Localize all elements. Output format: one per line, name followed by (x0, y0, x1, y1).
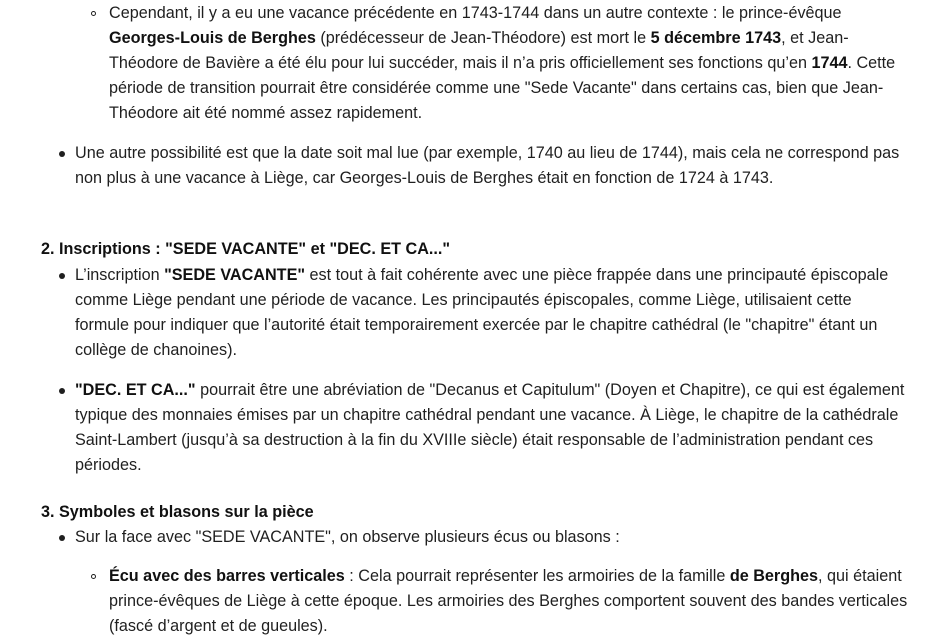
text-run: est tout à fait cohérente avec une pièce frappée dans une principauté épiscopale comme Liège pendant une période de vacance. Les principautés épiscopales, comme Liège, utilisaient cette formule pour indiquer que l’autorité était temporairement exercée par le chapitre cathédral (le "chapitre" étant un collège de chanoines). (75, 266, 889, 359)
text-run: (prédécesseur de Jean-Théodore) est mort le (315, 29, 651, 47)
list-item-text (75, 263, 907, 363)
bold-text: "SEDE VACANTE" (164, 266, 306, 284)
text-run: . Cette période de transition pourrait être considérée comme une "Sede Vacante" dans certains cas, bien que Jean-Théodore ait été nommé assez rapidement. (109, 54, 896, 122)
text-run: pourrait être une abréviation de "Decanus et Capitulum" (Doyen et Chapitre), ce qui est également typique des monnaies émises par un chapitre cathédral pendant une vacance. À Liège, le chapitre de la cathédrale Saint-Lambert (jusqu’à sa destruction à la fin du XVIIIe siècle) était responsable de l’administration pendant ces périodes. (75, 381, 905, 474)
hollow-bullet-icon (91, 574, 96, 579)
bold-text: "DEC. ET CA..." (75, 381, 196, 399)
hollow-bullet-icon (91, 11, 96, 16)
section-heading: 3. Symboles et blasons sur la pièce (41, 503, 314, 521)
bullet-icon (59, 273, 65, 279)
bullet-icon (59, 151, 65, 157)
bold-text: Écu avec des barres verticales (109, 567, 345, 585)
text-run: Cependant, il y a eu une vacance précédente en 1743-1744 dans un autre contexte : le prince-évêque (109, 4, 842, 22)
bold-text: de Berghes (729, 567, 819, 585)
bold-text: 1744 (811, 54, 848, 72)
list-item-text (109, 1, 911, 126)
text-run: , qui étaient prince-évêques de Liège à cette époque. Les armoiries des Berghes comportent souvent des bandes verticales (fascé d’argent et de gueules). (109, 567, 908, 635)
bullet-icon (59, 535, 65, 541)
list-item-text: Sur la face avec "SEDE VACANTE", on observe plusieurs écus ou blasons : (75, 528, 620, 546)
text-run: , et Jean-Théodore de Bavière a été élu pour lui succéder, mais il n’a pris officiellement ses fonctions qu’en (109, 29, 849, 72)
list-item-text: Une autre possibilité est que la date soit mal lue (par exemple, 1740 au lieu de 1744), mais cela ne correspond pas non plus à une vacance à Liège, car Georges-Louis de Berghes était en fonction de 1724 à 1743. (75, 144, 900, 187)
bold-text: Georges-Louis de Berghes (109, 29, 316, 47)
bold-text: 5 décembre 1743 (650, 29, 782, 47)
list-item-text (109, 564, 909, 639)
bullet-icon (59, 388, 65, 394)
list-item-text (75, 378, 907, 478)
text-run: : Cela pourrait représenter les armoiries de la famille (344, 567, 730, 585)
text-run: L’inscription (75, 266, 165, 284)
section-heading: 2. Inscriptions : "SEDE VACANTE" et "DEC. ET CA..." (41, 240, 451, 258)
